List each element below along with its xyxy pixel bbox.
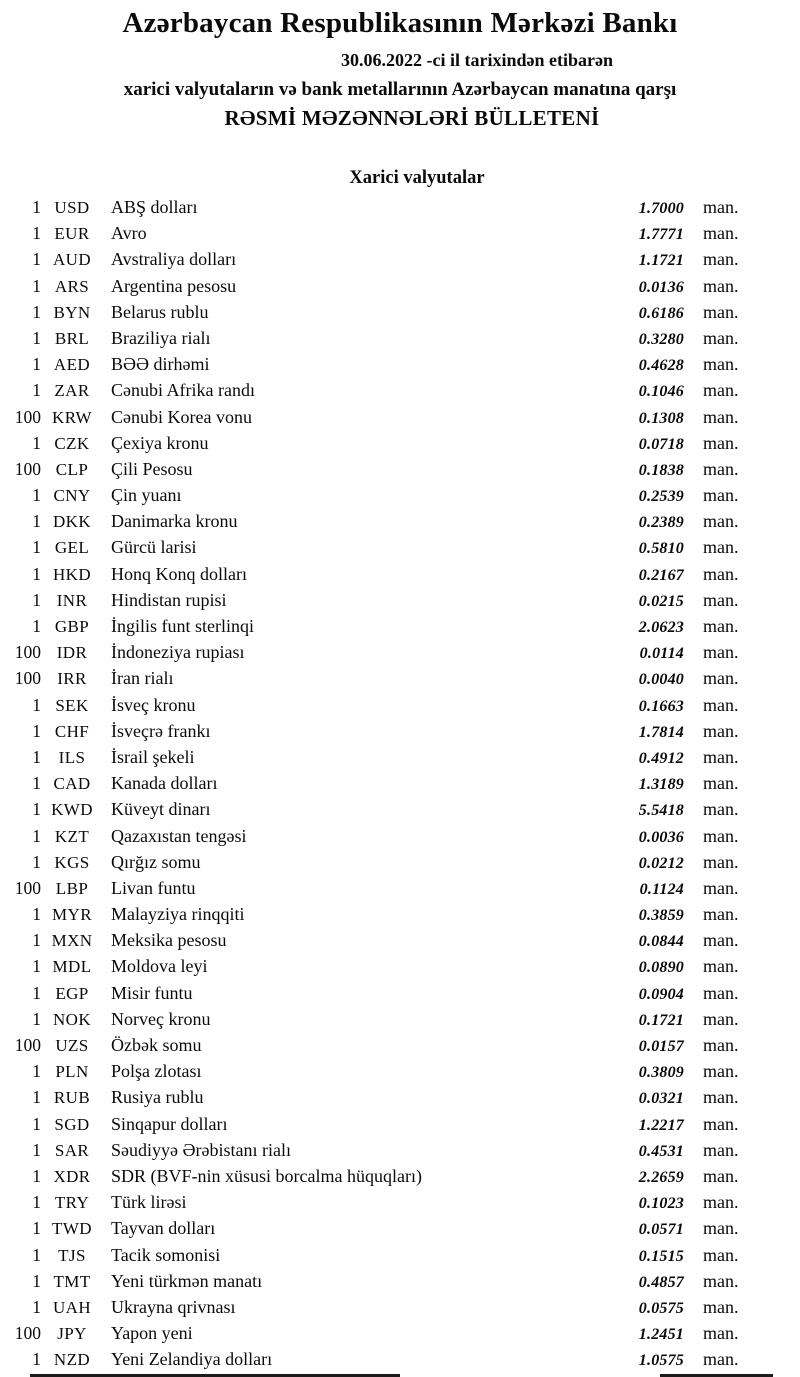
- currency-name: Çili Pesosu: [111, 458, 193, 479]
- currency-name: Ukrayna qrivnası: [111, 1296, 236, 1317]
- currency-row: [0, 325, 773, 351]
- currency-row: [0, 639, 773, 665]
- currency-rate: 0.0321: [638, 1090, 684, 1108]
- currency-code: MYR: [52, 905, 92, 925]
- currency-name: Avstraliya dolları: [111, 249, 237, 270]
- currency-quantity: 1: [32, 485, 41, 506]
- currency-code: ZAR: [54, 381, 90, 401]
- currency-rate: 0.0114: [639, 645, 684, 663]
- currency-row: [0, 1346, 773, 1372]
- currency-code: KWD: [51, 800, 93, 820]
- currency-row: [0, 534, 773, 560]
- currency-rate: 0.1515: [638, 1247, 684, 1265]
- currency-code: CZK: [54, 433, 90, 453]
- currency-name: Cənubi Korea vonu: [111, 406, 252, 427]
- currency-unit: man.: [703, 458, 739, 479]
- currency-quantity: 100: [14, 1323, 41, 1344]
- currency-row: [0, 953, 773, 979]
- currency-unit: man.: [703, 825, 739, 846]
- currency-quantity: 100: [14, 1035, 41, 1055]
- currency-row: [0, 744, 773, 770]
- currency-name: Qırğız somu: [111, 851, 201, 872]
- currency-unit: man.: [703, 1349, 739, 1370]
- currency-quantity: 1: [32, 616, 41, 636]
- currency-name: Belarus rublu: [111, 301, 209, 322]
- currency-name: Sinqapur dolları: [111, 1113, 228, 1134]
- currency-row: [0, 1111, 773, 1137]
- currency-quantity: 1: [32, 380, 41, 401]
- currency-quantity: 1: [32, 694, 41, 715]
- currency-quantity: 1: [32, 1087, 41, 1108]
- currency-quantity: 1: [32, 511, 41, 532]
- section-title-foreign-currencies: Xarici valyutalar: [349, 168, 485, 188]
- currency-code: RUB: [53, 1088, 91, 1108]
- currency-code: EGP: [55, 983, 89, 1003]
- document-header: [0, 8, 800, 132]
- currency-row: [0, 508, 773, 534]
- cutoff-row-fragment: [0, 1373, 800, 1377]
- currency-rate: 0.0136: [638, 278, 684, 296]
- currency-code: ARS: [54, 276, 90, 296]
- currency-name: Özbək somu: [111, 1035, 202, 1055]
- currency-rate: 1.7814: [638, 723, 684, 741]
- currency-row: [0, 823, 773, 849]
- currency-rate: 0.2167: [638, 566, 684, 584]
- currency-name: Yeni Zelandiya dolları: [111, 1349, 273, 1370]
- currency-unit: man.: [703, 1061, 739, 1082]
- currency-name: Türk lirəsi: [111, 1192, 187, 1213]
- currency-unit: man.: [703, 1296, 739, 1317]
- currency-quantity: 1: [32, 1296, 41, 1317]
- currency-rate: 1.0575: [638, 1352, 684, 1370]
- currency-unit: man.: [703, 1323, 739, 1344]
- currency-name: Hindistan rupisi: [111, 589, 227, 610]
- currency-rate: 0.6186: [638, 304, 684, 322]
- currency-rate: 0.0040: [638, 671, 684, 689]
- currency-unit: man.: [703, 354, 739, 375]
- currency-quantity: 1: [32, 851, 41, 872]
- currency-rate: 0.4628: [638, 357, 684, 375]
- currency-unit: man.: [703, 380, 739, 401]
- currency-quantity: 1: [32, 773, 41, 794]
- currency-unit: man.: [703, 432, 739, 453]
- currency-code: TRY: [54, 1193, 90, 1213]
- currency-code: ILS: [58, 747, 86, 767]
- currency-unit: man.: [703, 877, 739, 898]
- currency-rate: 0.3859: [638, 907, 684, 925]
- currency-row: [0, 901, 773, 927]
- currency-unit: man.: [703, 1165, 739, 1186]
- currency-code: BYN: [53, 302, 91, 322]
- currency-unit: man.: [703, 1008, 739, 1029]
- currency-unit: man.: [703, 1244, 739, 1265]
- currency-quantity: 1: [32, 720, 41, 741]
- currency-rate: 2.2659: [638, 1168, 684, 1186]
- currency-rate: 0.0844: [638, 933, 684, 951]
- currency-code: UAH: [52, 1297, 92, 1317]
- currency-rate: 1.3189: [638, 776, 684, 794]
- currency-unit: man.: [703, 249, 739, 270]
- currency-name: Çin yuanı: [111, 485, 182, 506]
- currency-quantity: 100: [14, 458, 41, 479]
- currency-rate: 0.0571: [638, 1221, 684, 1239]
- currency-code: USD: [54, 198, 90, 217]
- currency-quantity: 1: [32, 1270, 41, 1291]
- currency-unit: man.: [703, 589, 739, 610]
- currency-code: SAR: [54, 1140, 90, 1160]
- currency-name: Norveç kronu: [111, 1008, 211, 1029]
- currency-rate: 0.1023: [638, 1195, 684, 1213]
- currency-rate: 2.0623: [638, 619, 684, 636]
- currency-unit: man.: [703, 904, 739, 925]
- currency-row: [0, 1058, 773, 1084]
- currency-name: Yeni türkmən manatı: [111, 1270, 263, 1291]
- currency-rate: 0.0036: [638, 828, 684, 846]
- currency-rate: 1.2217: [638, 1116, 684, 1134]
- currency-unit: man.: [703, 327, 739, 348]
- currency-unit: man.: [703, 537, 739, 558]
- currency-row: [0, 927, 773, 953]
- currency-code: KRW: [52, 407, 92, 427]
- currency-name: Gürcü larisi: [111, 537, 197, 558]
- currency-code: TJS: [58, 1245, 86, 1265]
- currency-row: [0, 273, 773, 299]
- currency-rate: 0.3809: [638, 1064, 684, 1082]
- currency-code: GEL: [54, 538, 90, 558]
- currency-unit: man.: [703, 720, 739, 741]
- currency-rate: 0.0718: [638, 435, 684, 453]
- currency-code: CNY: [53, 486, 91, 506]
- currency-row: [0, 404, 773, 430]
- currency-rate: 0.4857: [638, 1273, 684, 1291]
- currency-quantity: 100: [14, 642, 41, 663]
- currency-unit: man.: [703, 930, 739, 951]
- currency-row: [0, 692, 773, 718]
- currency-code: AED: [53, 355, 91, 375]
- currency-row: [0, 351, 773, 377]
- currency-code: KZT: [54, 826, 90, 846]
- currency-name: Tayvan dolları: [111, 1218, 216, 1239]
- currency-unit: man.: [703, 406, 739, 427]
- currency-name: Avro: [111, 223, 147, 244]
- currency-code: UZS: [55, 1036, 89, 1055]
- currency-row: [0, 246, 773, 272]
- currency-unit: man.: [703, 616, 739, 636]
- currency-quantity: 1: [32, 1192, 41, 1213]
- currency-rate: 0.0890: [638, 959, 684, 977]
- currency-name: Qazaxıstan tengəsi: [111, 825, 247, 846]
- currency-rate: 0.0904: [638, 985, 684, 1003]
- currency-quantity: 1: [32, 301, 41, 322]
- currency-name: SDR (BVF-nin xüsusi borcalma hüquqları): [111, 1165, 422, 1186]
- currency-quantity: 1: [32, 1165, 41, 1186]
- currency-unit: man.: [703, 1087, 739, 1108]
- bulletin-title: RƏSMİ MƏZƏNNƏLƏRİ BÜLLETENİ: [224, 106, 600, 130]
- currency-rate: 0.2539: [638, 488, 684, 506]
- currency-rate: 0.3280: [638, 330, 684, 348]
- currency-row: [0, 430, 773, 456]
- currency-name: Meksika pesosu: [111, 930, 227, 951]
- currency-unit: man.: [703, 275, 739, 296]
- currency-name: BƏƏ dirhəmi: [111, 354, 210, 375]
- currency-unit: man.: [703, 1113, 739, 1134]
- currency-unit: man.: [703, 1218, 739, 1239]
- currency-name: Yapon yeni: [111, 1323, 193, 1344]
- currency-code: NZD: [53, 1350, 91, 1370]
- currency-code: JPY: [57, 1324, 87, 1344]
- currency-quantity: 100: [14, 406, 41, 427]
- currency-quantity: 1: [32, 563, 41, 584]
- currency-rate: 0.1721: [638, 1011, 684, 1029]
- currency-rate: 0.2389: [638, 514, 684, 532]
- currency-quantity: 1: [32, 799, 41, 820]
- currency-unit: man.: [703, 1035, 739, 1055]
- currency-code: SGD: [54, 1114, 90, 1134]
- currency-quantity: 1: [32, 982, 41, 1003]
- currency-unit: man.: [703, 982, 739, 1003]
- currency-unit: man.: [703, 642, 739, 663]
- currency-name: Kanada dolları: [111, 773, 218, 794]
- currency-quantity: 1: [32, 223, 41, 244]
- currency-code: CAD: [53, 774, 91, 794]
- currency-row: [0, 1320, 773, 1346]
- currency-quantity: 100: [14, 668, 41, 689]
- currency-name: Moldova leyi: [111, 956, 208, 977]
- currency-rate: 1.7000: [638, 200, 684, 217]
- currency-rate: 1.7771: [638, 226, 684, 244]
- currency-row: [0, 220, 773, 246]
- currency-code: EUR: [54, 224, 90, 244]
- currency-row: [0, 1242, 773, 1268]
- currency-rate: 0.1663: [638, 697, 684, 715]
- currency-row: [0, 1163, 773, 1189]
- currency-code: TMT: [53, 1271, 91, 1291]
- currency-rate: 1.2451: [638, 1326, 684, 1344]
- currency-quantity: 1: [32, 1008, 41, 1029]
- effective-date-line: 30.06.2022 -ci il tarixindən etibarən: [341, 50, 613, 70]
- currency-rate: 0.1308: [638, 409, 684, 427]
- currency-quantity: 1: [32, 1244, 41, 1265]
- currency-name: Küveyt dinarı: [111, 799, 211, 820]
- subtitle-line: xarici valyutaların və bank metallarının Azərbaycan manatına qarşı: [123, 79, 677, 100]
- currency-quantity: 1: [32, 197, 41, 217]
- currency-row: [0, 1032, 773, 1058]
- currency-name: İngilis funt sterlinqi: [111, 616, 254, 636]
- currency-quantity: 1: [32, 825, 41, 846]
- currency-rate: 0.0157: [638, 1038, 684, 1055]
- currency-rate: 0.1124: [639, 880, 684, 898]
- currency-unit: man.: [703, 301, 739, 322]
- currency-quantity: 1: [32, 1061, 41, 1082]
- currency-quantity: 1: [32, 537, 41, 558]
- currency-row: [0, 1189, 773, 1215]
- currency-unit: man.: [703, 1192, 739, 1213]
- currency-row: [0, 796, 773, 822]
- currency-name: Livan funtu: [111, 877, 196, 898]
- currency-name: İndoneziya rupiası: [111, 642, 245, 663]
- currency-quantity: 1: [32, 904, 41, 925]
- currency-row: [0, 1137, 773, 1163]
- currency-rate: 0.1046: [638, 383, 684, 401]
- currency-row: [0, 770, 773, 796]
- currency-unit: man.: [703, 694, 739, 715]
- currency-unit: man.: [703, 511, 739, 532]
- currency-name: Danimarka kronu: [111, 511, 238, 532]
- currency-code: CLP: [55, 459, 89, 479]
- currency-code: KGS: [54, 852, 90, 872]
- currency-row: [0, 456, 773, 482]
- currency-code: PLN: [55, 1062, 89, 1082]
- currency-rate: 0.0575: [638, 1299, 684, 1317]
- currency-unit: man.: [703, 1139, 739, 1160]
- currency-unit: man.: [703, 668, 739, 689]
- currency-row: [0, 587, 773, 613]
- currency-rate: 0.5810: [638, 540, 684, 558]
- currency-rate: 0.4531: [638, 1142, 684, 1160]
- currency-code: XDR: [53, 1166, 91, 1186]
- currency-quantity: 1: [32, 1218, 41, 1239]
- currency-code: MDL: [52, 957, 92, 977]
- currency-code: LBP: [55, 878, 89, 898]
- currency-quantity: 1: [32, 432, 41, 453]
- currency-quantity: 1: [32, 746, 41, 767]
- currency-quantity: 100: [14, 877, 41, 898]
- currency-name: Honq Konq dolları: [111, 563, 247, 584]
- currency-quantity: 1: [32, 1349, 41, 1370]
- currency-quantity: 1: [32, 249, 41, 270]
- currency-name: Argentina pesosu: [111, 275, 237, 296]
- currency-name: Səudiyyə Ərəbistanı rialı: [111, 1139, 291, 1160]
- currency-name: Misir funtu: [111, 982, 193, 1003]
- currency-unit: man.: [703, 773, 739, 794]
- currency-name: İsveç kronu: [111, 694, 196, 715]
- currency-row: [0, 665, 773, 691]
- currency-quantity: 1: [32, 956, 41, 977]
- currency-row: [0, 1006, 773, 1032]
- currency-quantity: 1: [32, 589, 41, 610]
- currency-unit: man.: [703, 1270, 739, 1291]
- currency-row: [0, 482, 773, 508]
- currency-code: CHF: [54, 721, 90, 741]
- currency-name: Malayziya rinqqiti: [111, 904, 245, 925]
- currency-row: [0, 561, 773, 587]
- currency-row: [0, 875, 773, 901]
- currency-code: DKK: [52, 512, 92, 532]
- currency-unit: man.: [703, 485, 739, 506]
- currency-name: Cənubi Afrika randı: [111, 380, 255, 401]
- currency-unit: man.: [703, 799, 739, 820]
- currency-row: [0, 1294, 773, 1320]
- currency-rate: 0.4912: [638, 749, 684, 767]
- currency-row: [0, 1215, 773, 1241]
- currency-row: [0, 1268, 773, 1294]
- currency-rate: 0.0212: [638, 854, 684, 872]
- currency-unit: man.: [703, 223, 739, 244]
- currency-name: Braziliya rialı: [111, 327, 211, 348]
- currency-code: MXN: [51, 931, 93, 951]
- currency-unit: man.: [703, 563, 739, 584]
- bank-title: Azərbaycan Respublikasının Mərkəzi Bankı: [122, 7, 678, 39]
- currency-code: IDR: [56, 643, 88, 663]
- exchange-rates-table: [0, 194, 800, 1372]
- currency-rate: 5.5418: [638, 802, 684, 820]
- currency-row: [0, 849, 773, 875]
- currency-name: Rusiya rublu: [111, 1087, 204, 1108]
- currency-code: BRL: [54, 328, 90, 348]
- currency-name: İran rialı: [111, 668, 174, 689]
- currency-code: TWD: [52, 1219, 92, 1239]
- currency-quantity: 1: [32, 327, 41, 348]
- currency-row: [0, 377, 773, 403]
- currency-code: NOK: [52, 1009, 92, 1029]
- currency-code: SEK: [55, 695, 89, 715]
- currency-rate: 1.1721: [638, 252, 684, 270]
- currency-name: Polşa zlotası: [111, 1061, 202, 1082]
- currency-code: GBP: [54, 617, 90, 636]
- currency-code: HKD: [52, 564, 92, 584]
- currency-row: [0, 299, 773, 325]
- currency-name: İsveçrə frankı: [111, 720, 211, 741]
- currency-name: Tacik somonisi: [111, 1244, 221, 1265]
- currency-quantity: 1: [32, 354, 41, 375]
- currency-row: [0, 980, 773, 1006]
- currency-unit: man.: [703, 197, 739, 217]
- currency-unit: man.: [703, 746, 739, 767]
- currency-name: Çexiya kronu: [111, 432, 209, 453]
- currency-quantity: 1: [32, 1139, 41, 1160]
- currency-quantity: 1: [32, 930, 41, 951]
- currency-row: [0, 1084, 773, 1110]
- currency-code: AUD: [52, 250, 92, 270]
- currency-row: [0, 718, 773, 744]
- currency-quantity: 1: [32, 275, 41, 296]
- currency-row: [0, 194, 773, 220]
- currency-row: [0, 613, 773, 639]
- currency-unit: man.: [703, 956, 739, 977]
- currency-unit: man.: [703, 851, 739, 872]
- currency-code: IRR: [57, 669, 87, 689]
- currency-rate: 0.0215: [638, 592, 684, 610]
- currency-name: İsrail şekeli: [111, 746, 195, 767]
- currency-code: INR: [56, 590, 88, 610]
- currency-rate: 0.1838: [638, 461, 684, 479]
- currency-quantity: 1: [32, 1113, 41, 1134]
- currency-name: ABŞ dolları: [111, 197, 198, 217]
